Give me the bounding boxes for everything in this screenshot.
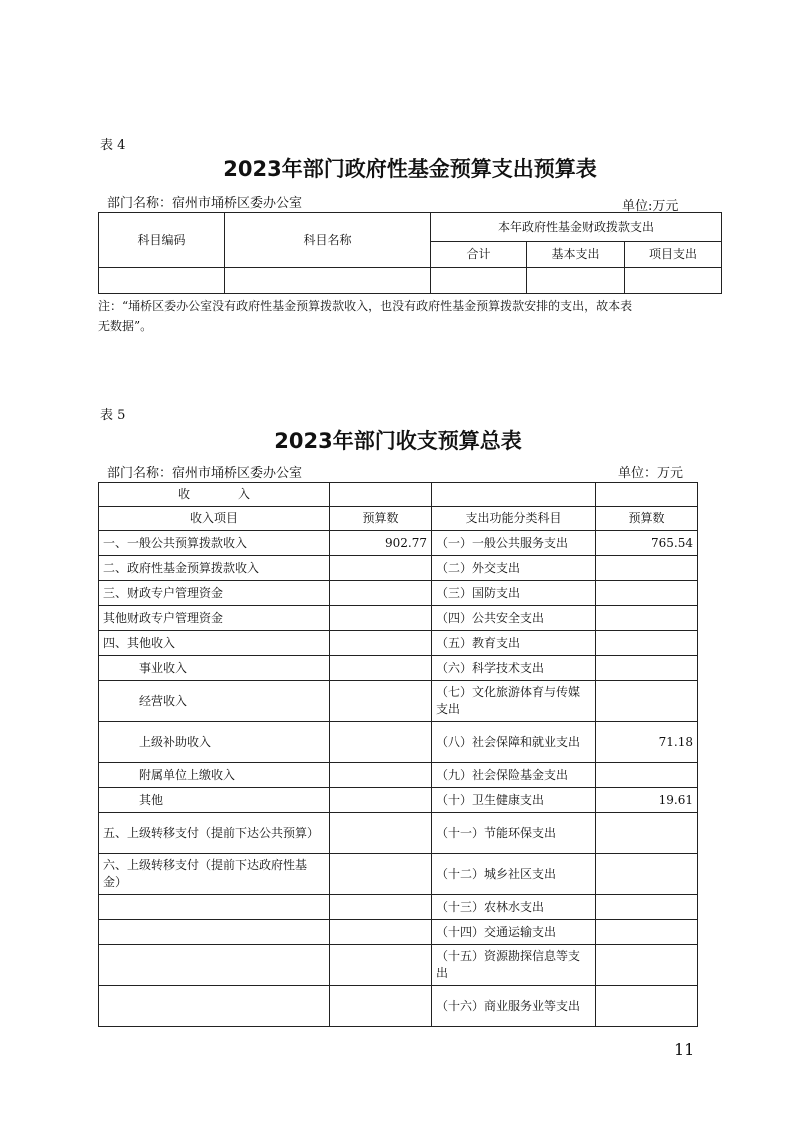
expense-item: （二）外交支出 — [432, 556, 596, 581]
expense-item: （十六）商业服务业等支出 — [432, 986, 596, 1027]
table5-title: 2023年部门收支预算总表 — [274, 429, 522, 453]
expense-item: （五）教育支出 — [432, 631, 596, 656]
expense-value — [596, 606, 698, 631]
expense-item: （四）公共安全支出 — [432, 606, 596, 631]
income-item: 其他财政专户管理资金 — [99, 606, 330, 631]
expense-item: （十四）交通运输支出 — [432, 920, 596, 945]
income-item: 一、一般公共预算拨款收入 — [99, 531, 330, 556]
expense-item: （六）科学技术支出 — [432, 656, 596, 681]
income-item: 三、财政专户管理资金 — [99, 581, 330, 606]
expense-value: 19.61 — [596, 788, 698, 813]
table-row — [99, 656, 698, 681]
table5-col-income-item: 收入项目 — [99, 507, 330, 531]
table-row — [99, 813, 698, 854]
expense-value — [596, 920, 698, 945]
expense-value — [596, 581, 698, 606]
income-value — [330, 854, 432, 895]
table5-income-header: 收 入 — [99, 483, 330, 507]
expense-value — [596, 813, 698, 854]
page-number: 11 — [674, 1040, 695, 1059]
income-value: 902.77 — [330, 531, 432, 556]
income-item: 其他 — [99, 788, 330, 813]
expense-item: （八）社会保障和就业支出 — [432, 722, 596, 763]
table5-unit: 单位：万元 — [618, 466, 684, 481]
table4-header-basic: 基本支出 — [527, 242, 625, 268]
income-value — [330, 722, 432, 763]
table-row — [99, 722, 698, 763]
income-item: 事业收入 — [99, 656, 330, 681]
table-row — [99, 854, 698, 895]
income-value — [330, 788, 432, 813]
income-item: 附属单位上缴收入 — [99, 763, 330, 788]
income-item: 四、其他收入 — [99, 631, 330, 656]
expense-value — [596, 854, 698, 895]
table-row — [99, 581, 698, 606]
table-row — [99, 895, 698, 920]
table-row — [99, 681, 698, 722]
table5-col-budget-expense: 预算数 — [596, 507, 698, 531]
income-item: 六、上级转移支付（提前下达政府性基金） — [99, 854, 330, 895]
table4-dept-name: 部门名称：宿州市埇桥区委办公室 — [107, 196, 303, 211]
income-item — [99, 945, 330, 986]
income-item — [99, 986, 330, 1027]
table4-label: 表 4 — [100, 138, 126, 153]
table5-label: 表 5 — [100, 408, 126, 423]
expense-item: （九）社会保险基金支出 — [432, 763, 596, 788]
expense-value — [596, 556, 698, 581]
expense-item: （十五）资源勘探信息等支出 — [432, 945, 596, 986]
income-value — [330, 606, 432, 631]
table4-header-code: 科目编码 — [99, 213, 225, 268]
table-row — [99, 763, 698, 788]
income-item — [99, 920, 330, 945]
income-value — [330, 763, 432, 788]
table-row — [99, 788, 698, 813]
table5-col-expense-item: 支出功能分类科目 — [432, 507, 596, 531]
income-value — [330, 581, 432, 606]
expense-value — [596, 945, 698, 986]
income-item: 经营收入 — [99, 681, 330, 722]
expense-item: （七）文化旅游体育与传媒支出 — [432, 681, 596, 722]
table4-note-line1: 注：“埇桥区委办公室没有政府性基金预算拨款收入，也没有政府性基金预算拨款安排的支出，故本表 — [98, 299, 633, 313]
expense-value: 765.54 — [596, 531, 698, 556]
expense-item: （十二）城乡社区支出 — [432, 854, 596, 895]
expense-item: （三）国防支出 — [432, 581, 596, 606]
expense-value: 71.18 — [596, 722, 698, 763]
income-value — [330, 631, 432, 656]
table4-header-name: 科目名称 — [225, 213, 431, 268]
table5-col-budget-income: 预算数 — [330, 507, 432, 531]
table4-title: 2023年部门政府性基金预算支出预算表 — [223, 157, 597, 181]
expense-item: （十）卫生健康支出 — [432, 788, 596, 813]
table-row — [99, 556, 698, 581]
table4-note — [98, 296, 728, 336]
table-row — [99, 945, 698, 986]
table4 — [98, 212, 722, 294]
income-item: 五、上级转移支付（提前下达公共预算） — [99, 813, 330, 854]
table5 — [98, 482, 698, 1027]
table5-dept-name: 部门名称：宿州市埇桥区委办公室 — [107, 466, 303, 481]
income-value — [330, 986, 432, 1027]
expense-value — [596, 656, 698, 681]
expense-value — [596, 986, 698, 1027]
income-value — [330, 681, 432, 722]
income-item: 上级补助收入 — [99, 722, 330, 763]
income-value — [330, 656, 432, 681]
income-value — [330, 920, 432, 945]
income-value — [330, 895, 432, 920]
table-row — [99, 531, 698, 556]
expense-value — [596, 631, 698, 656]
income-value — [330, 945, 432, 986]
table-row — [99, 606, 698, 631]
table4-header-total: 合计 — [431, 242, 527, 268]
table4-header-group: 本年政府性基金财政拨款支出 — [431, 213, 722, 242]
table-row — [99, 920, 698, 945]
income-item: 二、政府性基金预算拨款收入 — [99, 556, 330, 581]
expense-value — [596, 763, 698, 788]
income-value — [330, 813, 432, 854]
table4-note-line2: 无数据”。 — [98, 319, 153, 333]
expense-item: （十三）农林水支出 — [432, 895, 596, 920]
expense-value — [596, 895, 698, 920]
table4-empty-row — [99, 268, 722, 294]
income-value — [330, 556, 432, 581]
table-row — [99, 986, 698, 1027]
expense-item: （十一）节能环保支出 — [432, 813, 596, 854]
table4-unit: 单位:万元 — [622, 199, 679, 214]
expense-item: （一）一般公共服务支出 — [432, 531, 596, 556]
expense-value — [596, 681, 698, 722]
table-row — [99, 631, 698, 656]
income-item — [99, 895, 330, 920]
table4-header-project: 项目支出 — [625, 242, 722, 268]
